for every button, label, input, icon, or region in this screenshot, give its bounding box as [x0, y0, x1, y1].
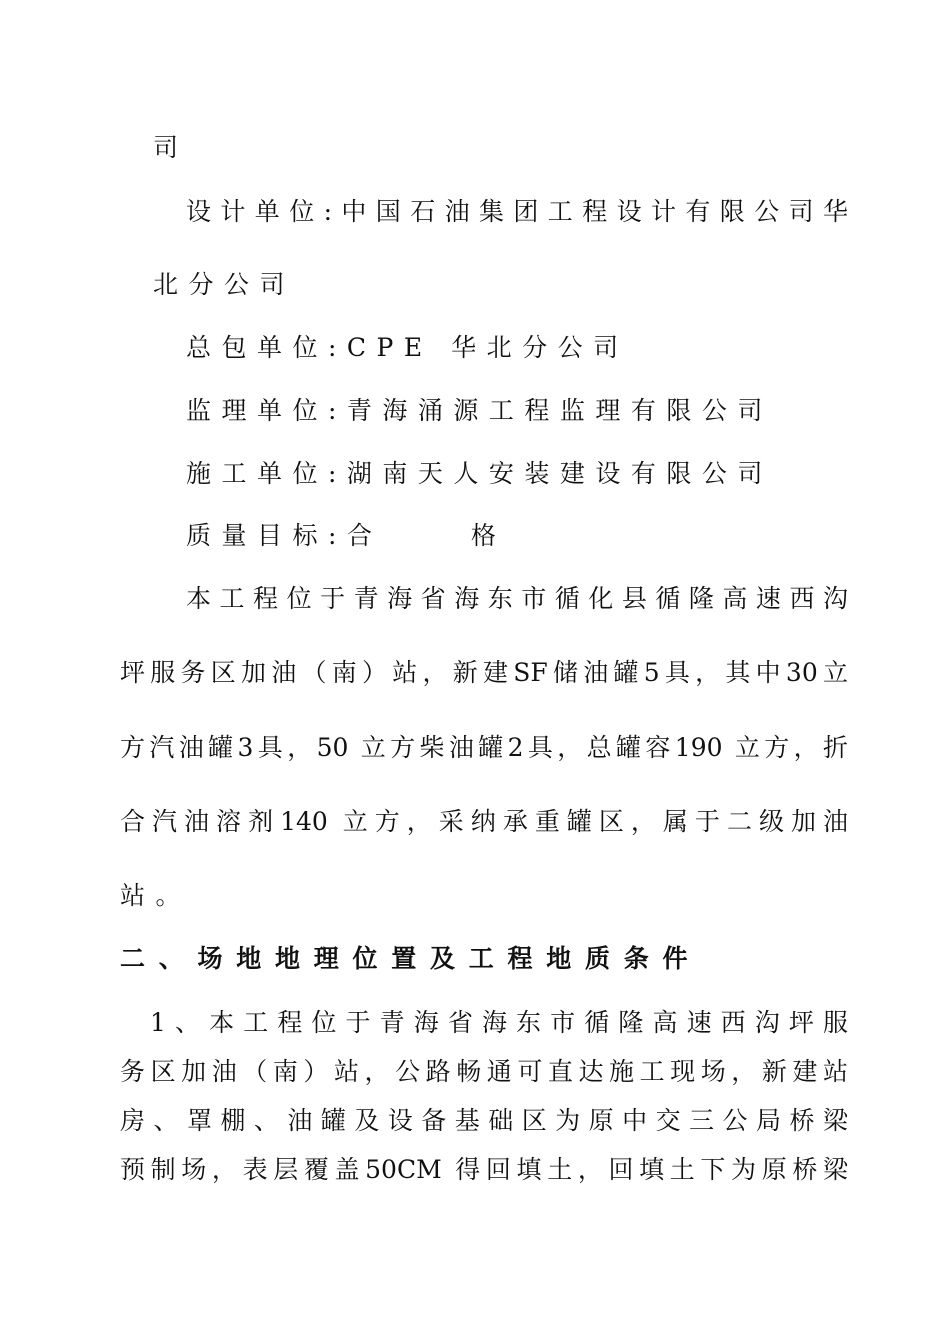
text-line: 北分公司	[153, 270, 296, 299]
section-heading: 二、场地地理位置及工程地质条件	[120, 944, 702, 973]
text-line: 本工程位于青海省海东市循化县循隆高速西沟	[186, 584, 848, 613]
text-line: 司	[153, 133, 189, 162]
text-line: 设计单位:中国石油集团工程设计有限公司华	[186, 197, 848, 226]
text-line: 监理单位:青海涌源工程监理有限公司	[186, 396, 773, 425]
text-line: 质量目标:合 格	[186, 521, 507, 550]
text-line: 预制场，表层覆盖50CM 得回填土，回填土下为原桥梁	[120, 1155, 848, 1184]
text-line: 总包单位:CPE 华北分公司	[186, 333, 629, 362]
text-line: 房、罩棚、油罐及设备基础区为原中交三公局桥梁	[120, 1106, 848, 1135]
text-line: 施工单位:湖南天人安装建设有限公司	[186, 459, 773, 488]
text-line: 方汽油罐3具，50 立方柴油罐2具，总罐容190 立方，折	[120, 733, 848, 762]
text-line: 合汽油溶剂140 立方，采纳承重罐区，属于二级加油	[120, 807, 848, 836]
text-line: 1、本工程位于青海省海东市循隆高速西沟坪服	[150, 1008, 848, 1037]
text-line: 务区加油（南）站，公路畅通可直达施工现场，新建站	[120, 1057, 848, 1086]
text-line: 坪服务区加油（南）站，新建SF储油罐5具，其中30立	[120, 658, 848, 687]
text-line: 站。	[120, 881, 192, 910]
